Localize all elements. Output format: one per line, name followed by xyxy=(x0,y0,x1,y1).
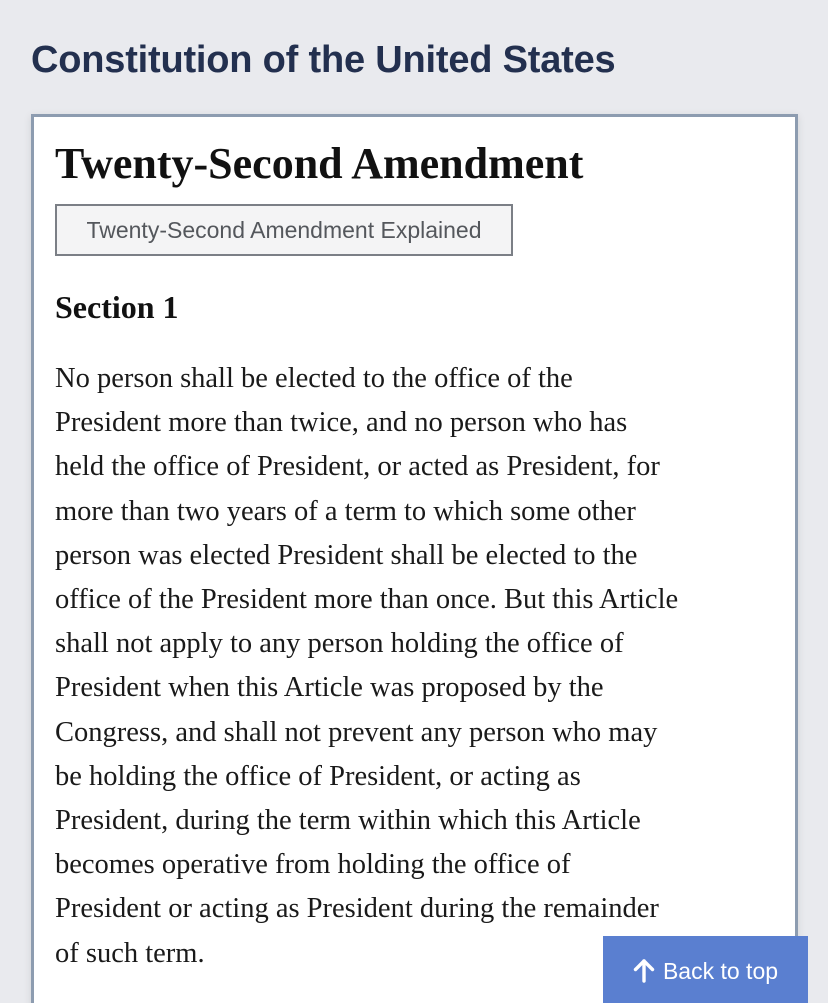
section-text-line: be holding the office of President, or acting as xyxy=(55,760,581,792)
section-text-line: of such term. xyxy=(55,937,205,969)
section-text-line: more than two years of a term to which some other xyxy=(55,495,636,527)
section-text-line: President or acting as President during the remainder xyxy=(55,893,659,925)
section-text xyxy=(55,357,785,976)
section-text-line: President more than twice, and no person who has xyxy=(55,407,628,439)
section-text-line: person was elected President shall be elected to the xyxy=(55,539,638,571)
amendment-title: Twenty-Second Amendment xyxy=(55,139,584,188)
section-text-line: No person shall be elected to the office of the xyxy=(55,363,573,394)
section-text-line: becomes operative from holding the office of xyxy=(55,849,571,881)
back-to-top-button[interactable] xyxy=(603,936,808,1003)
section-text-line: Congress, and shall not prevent any person who may xyxy=(55,716,658,748)
amendment-explained-button[interactable]: Twenty-Second Amendment Explained xyxy=(55,204,513,256)
back-to-top-label: Back to top xyxy=(662,957,779,984)
site-title[interactable]: Constitution of the United States xyxy=(31,39,616,81)
amendment-card xyxy=(31,114,798,1003)
section-text-line: held the office of President, or acted as President, for xyxy=(55,451,660,483)
section-text-line: President when this Article was proposed by the xyxy=(55,672,604,704)
section-text-line: shall not apply to any person holding the office of xyxy=(55,628,624,660)
section-heading: Section 1 xyxy=(55,289,179,325)
section-text-line: office of the President more than once. But this Article xyxy=(55,584,679,616)
arrow-up-icon xyxy=(633,959,655,983)
section-text-line: President, during the term within which this Article xyxy=(55,805,641,837)
